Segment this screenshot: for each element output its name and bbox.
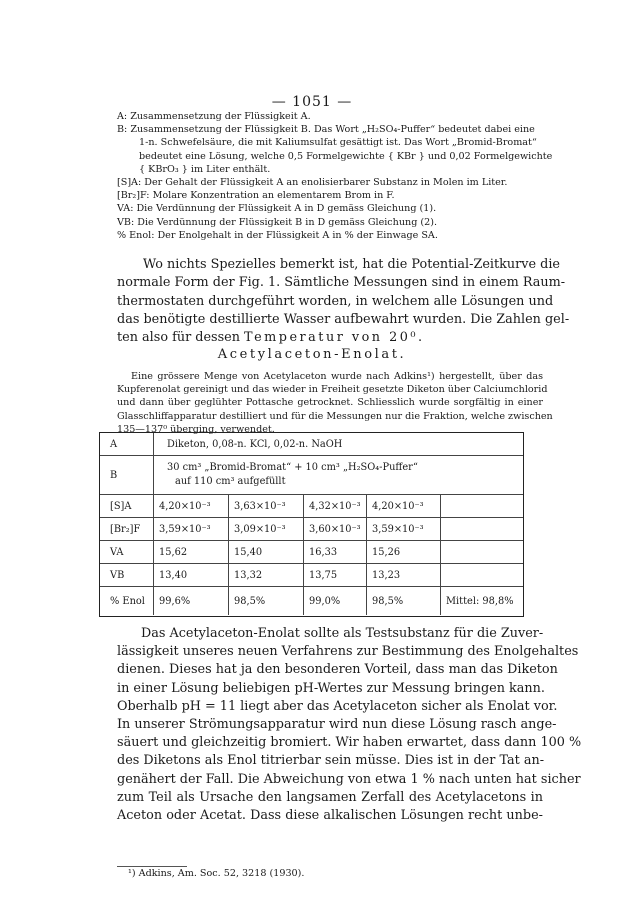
text-line: Kupferenolat gereinigt und das wieder in Freiheit gesetzte Diketon über Calciumchlorid	[117, 384, 548, 396]
definition-b-cont-3: { KBrO₃ } im Liter enthält.	[139, 163, 271, 175]
row-b-line-2: auf 110 cm³ aufgefüllt	[175, 476, 286, 487]
row-label: [S]A	[110, 500, 132, 512]
table-cell: Mittel: 98,8%	[446, 595, 514, 607]
table-cell: 3,59×10⁻³	[159, 523, 211, 535]
row-b-value	[153, 456, 523, 494]
paragraph-1	[117, 256, 570, 347]
section-heading: Acetylaceton-Enolat.	[217, 347, 407, 362]
text-line: Wo nichts Spezielles bemerkt ist, hat die Potential-Zeitkurve die	[143, 257, 560, 272]
text-line: dienen. Dieses hat ja den besonderen Vorteil, dass man das Diketon	[117, 662, 558, 678]
table-cell	[440, 564, 523, 586]
table-cell: 98,5%	[234, 595, 266, 607]
text-line: und dann über geglühter Pottasche getrocknet. Schliesslich wurde sorgfältig in einer	[117, 397, 543, 409]
definition-enol: % Enol: Der Enolgehalt in der Flüssigkeit A in % der Einwage SA.	[117, 229, 438, 241]
text-fragment: ten also für dessen	[117, 330, 240, 346]
text-line	[117, 329, 543, 347]
row-label: % Enol	[110, 595, 145, 607]
row-label: B	[110, 469, 118, 481]
table-cell: 3,09×10⁻³	[234, 523, 286, 535]
text-line: 135—137⁰ überging, verwendet.	[117, 423, 275, 435]
page-number: — 1051 —	[271, 94, 353, 110]
text-line: säuert und gleichzeitig bromiert. Wir haben erwartet, dass dann 100 %	[117, 735, 582, 751]
table-cell: 13,75	[309, 569, 338, 581]
table-row-b	[100, 456, 523, 495]
text-line: Das Acetylaceton-Enolat sollte als Testsubstanz für die Zuver-	[141, 626, 544, 641]
table-cell: 15,26	[372, 546, 401, 558]
table-cell: 3,60×10⁻³	[309, 523, 361, 535]
row-label: [Br₂]F	[110, 523, 141, 535]
experimental-paragraph	[117, 370, 553, 436]
footnote-rule	[117, 866, 187, 867]
definition-br2-f: [Br₂]F: Molare Konzentration an elementarem Brom in F.	[117, 190, 395, 202]
table-cell: 13,23	[372, 569, 401, 581]
table-cell: 16,33	[309, 546, 338, 558]
table-row	[100, 495, 523, 518]
text-line: genähert der Fall. Die Abweichung von etwa 1 % nach unten hat sicher	[117, 771, 581, 787]
text-line: lässigkeit unseres neuen Verfahrens zur Bestimmung des Enolgehaltes	[117, 644, 579, 660]
text-line: des Diketons als Enol titrierbar sein müsse. Dies ist in der Tat an-	[117, 753, 545, 769]
row-b-line-1: 30 cm³ „Bromid-Bromat“ + 10 cm³ „H₂SO₄-Puffer“	[167, 462, 418, 473]
table-cell: 99,6%	[159, 595, 191, 607]
paragraph-2	[117, 625, 582, 825]
text-line: Eine grössere Menge von Acetylaceton wurde nach Adkins¹) hergestellt, über das	[131, 371, 543, 382]
row-label: VA	[110, 546, 124, 558]
text-line: Glasschliffapparatur destilliert und für die Messungen nur die Fraktion, welche zwischen	[117, 410, 553, 422]
table-cell: 3,59×10⁻³	[372, 523, 424, 535]
table-row	[100, 587, 523, 615]
text-line: das benötigte destillierte Wasser aufbewahrt wurden. Die Zahlen gel-	[117, 311, 570, 327]
table-cell	[440, 541, 523, 563]
text-line: In unserer Strömungsapparatur wird nun diese Lösung rasch ange-	[117, 717, 557, 733]
table-row	[100, 541, 523, 564]
table-cell: 15,62	[159, 546, 188, 558]
table-cell	[440, 518, 523, 540]
table-cell: 4,20×10⁻³	[372, 500, 424, 512]
table-cell	[440, 495, 523, 517]
definition-b: B: Zusammensetzung der Flüssigkeit B. Das Wort „H₂SO₄-Puffer“ bedeutet dabei eine	[117, 124, 535, 136]
definition-v-a: VA: Die Verdünnung der Flüssigkeit A in D gemäss Gleichung (1).	[117, 203, 437, 215]
table-cell: 4,20×10⁻³	[159, 500, 211, 512]
table-cell: 4,32×10⁻³	[309, 500, 361, 512]
definition-b-cont-1: 1-n. Schwefelsäure, die mit Kaliumsulfat gesättigt ist. Das Wort „Bromid-Bromat“	[139, 137, 537, 149]
text-line: thermostaten durchgeführt worden, in welchem alle Lösungen und	[117, 293, 554, 309]
table-row-a	[100, 433, 523, 456]
text-line: zum Teil als Ursache den langsamen Zerfall des Acetylacetons in	[117, 789, 543, 805]
table-cell: 15,40	[234, 546, 263, 558]
table-cell: 98,5%	[372, 595, 404, 607]
definition-s-a: [S]A: Der Gehalt der Flüssigkeit A an enolisierbarer Substanz in Molen im Liter.	[117, 177, 508, 189]
table-cell: 13,40	[159, 569, 188, 581]
row-label: A	[110, 438, 118, 450]
definition-b-cont-2: bedeutet eine Lösung, welche 0,5 Formelgewichte { KBr } und 0,02 Formelgewichte	[139, 150, 553, 162]
temperature-emphasis: Temperatur von 20⁰.	[244, 330, 425, 346]
results-table	[99, 432, 524, 617]
text-line: Aceton oder Acetat. Dass diese alkalischen Lösungen recht unbe-	[117, 808, 543, 824]
text-line: Oberhalb pH = 11 liegt aber das Acetylaceton sicher als Enolat vor.	[117, 698, 558, 714]
footnote: ¹) Adkins, Am. Soc. 52, 3218 (1930).	[128, 868, 305, 879]
table-cell: 13,32	[234, 569, 263, 581]
table-row	[100, 518, 523, 541]
row-a-value: Diketon, 0,08-n. KCl, 0,02-n. NaOH	[167, 438, 343, 450]
definitions-list	[117, 110, 553, 242]
text-line: normale Form der Fig. 1. Sämtliche Messungen sind in einem Raum-	[117, 275, 566, 291]
table-cell: 3,63×10⁻³	[234, 500, 286, 512]
text-line: in einer Lösung beliebigen pH-Wertes zur Messung bringen kann.	[117, 680, 545, 696]
definition-a: A: Zusammensetzung der Flüssigkeit A.	[117, 111, 311, 122]
definition-v-b: VB: Die Verdünnung der Flüssigkeit B in D gemäss Gleichung (2).	[117, 216, 438, 228]
row-label: VB	[110, 569, 125, 581]
table-cell: 99,0%	[309, 595, 341, 607]
table-row	[100, 564, 523, 587]
